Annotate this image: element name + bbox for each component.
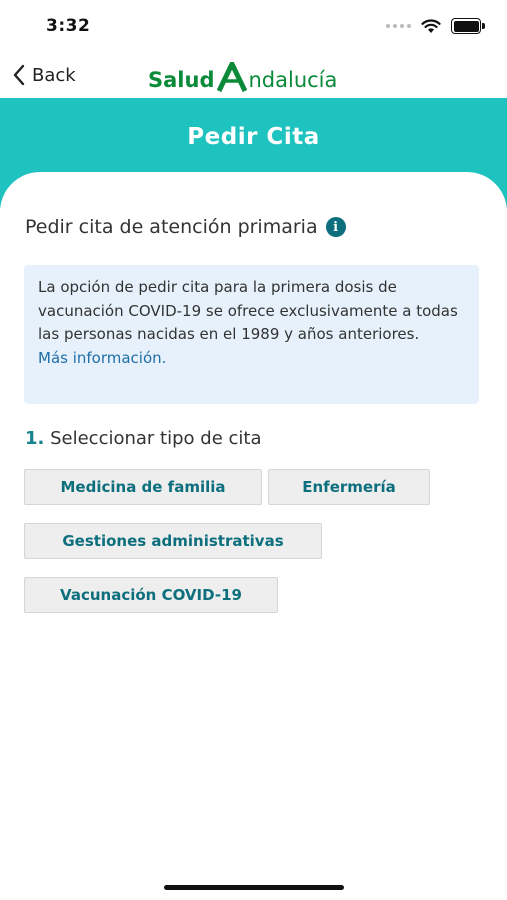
back-button[interactable]: [12, 60, 76, 90]
back-label: Back: [32, 64, 76, 86]
status-icons: [386, 18, 485, 34]
step-title: [25, 428, 261, 449]
navigation-bar: [0, 52, 507, 98]
battery-icon: [451, 18, 485, 34]
gestiones-administrativas-button[interactable]: Gestiones administrativas: [24, 523, 322, 559]
status-bar: [0, 0, 507, 52]
section-title: [25, 216, 346, 238]
step-number: 1.: [25, 428, 45, 449]
chevron-left-icon: [12, 64, 26, 86]
covid-notice-box: [24, 265, 479, 404]
status-time: 3:32: [46, 16, 91, 36]
brand-andalucia-text: ndalucía: [248, 68, 338, 92]
section-title-text: Pedir cita de atención primaria: [25, 216, 318, 238]
home-indicator[interactable]: [164, 885, 344, 890]
vacunacion-covid-button[interactable]: Vacunación COVID-19: [24, 577, 278, 613]
step-label: Seleccionar tipo de cita: [50, 428, 262, 449]
cellular-signal-icon: [386, 24, 411, 28]
salud-andalucia-logo: [148, 58, 337, 92]
notice-text: La opción de pedir cita para la primera dosis de vacunación COVID-19 se ofrece exclusivamente a todas las personas nacidas en el 1989 y años anteriores.: [38, 278, 458, 343]
andalucia-a-logo-icon: [217, 62, 247, 92]
more-info-link[interactable]: Más información.: [38, 348, 167, 367]
info-icon[interactable]: i: [326, 217, 346, 237]
page-title: Pedir Cita: [187, 124, 320, 150]
enfermeria-button[interactable]: Enfermería: [268, 469, 430, 505]
brand-salud-text: Salud: [148, 68, 215, 92]
wifi-icon: [421, 19, 441, 34]
medicina-de-familia-button[interactable]: Medicina de familia: [24, 469, 262, 505]
